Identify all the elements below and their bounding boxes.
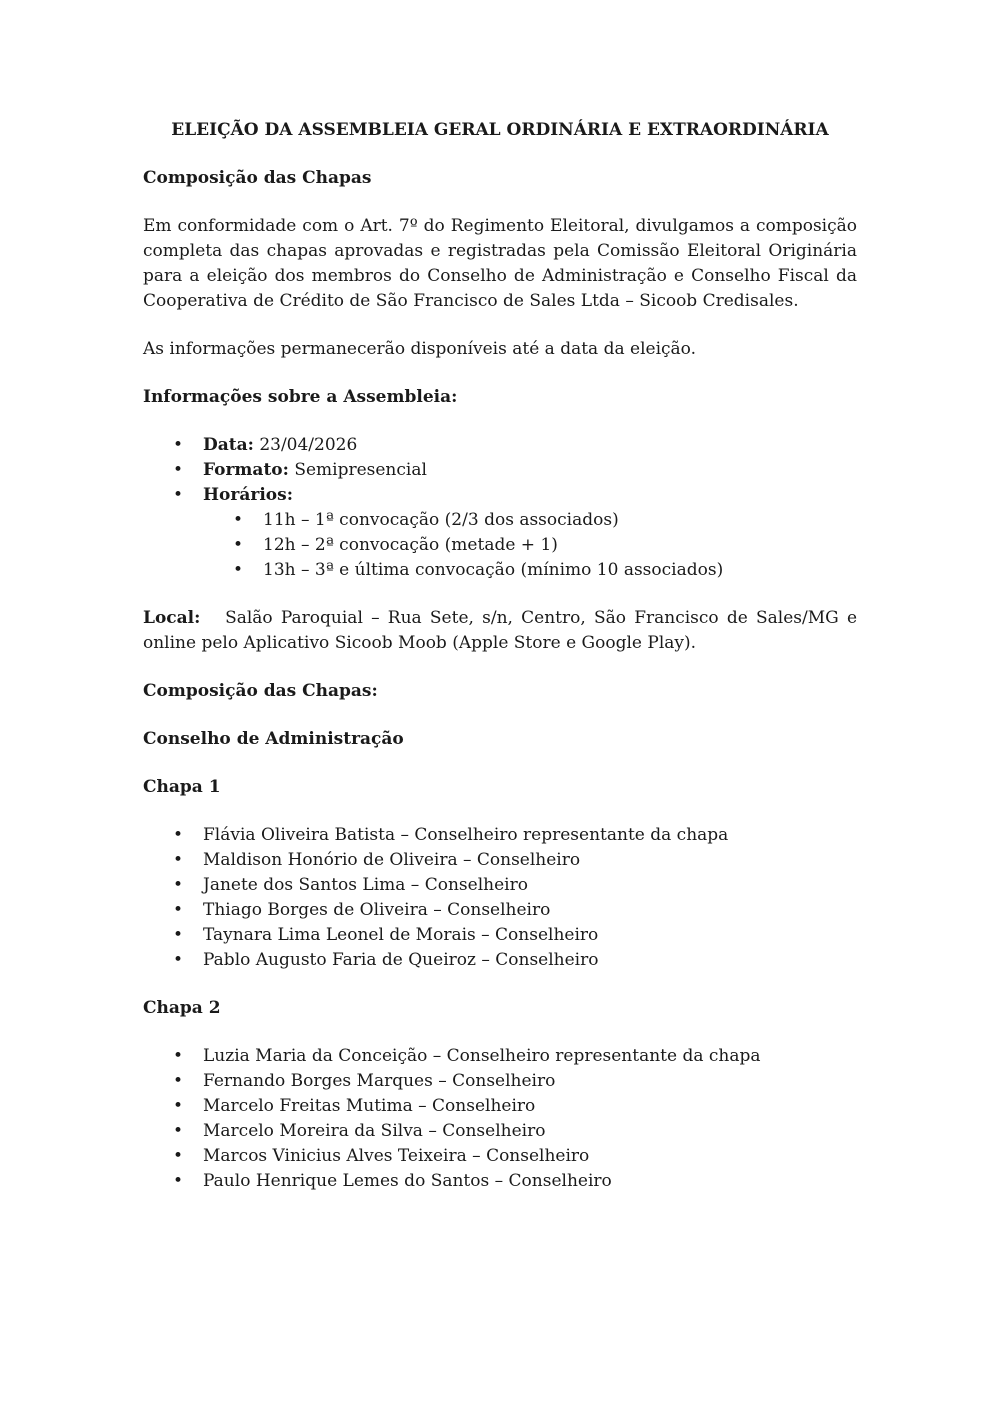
list-item: • Janete dos Santos Lima – Conselheiro [143,873,857,898]
location-label: Local: [143,608,201,628]
list-item: • Flávia Oliveira Batista – Conselheiro representante da chapa [143,823,857,848]
assembly-heading: Informações sobre a Assembleia: [143,387,458,407]
date-label: Data: [203,435,254,455]
format-label: Formato: [203,460,289,480]
location-value: Salão Paroquial – Rua Sete, s/n, Centro, São Francisco de Sales/MG e online pelo Aplicativo Sicoob Moob (Apple Store e Google Play). [143,608,858,653]
date-value: 23/04/2026 [259,435,358,455]
list-item: • Fernando Borges Marques – Conselheiro [143,1069,857,1094]
chapa-1-members [143,823,857,973]
document-title: ELEIÇÃO DA ASSEMBLEIA GERAL ORDINÁRIA E EXTRAORDINÁRIA [171,120,829,140]
schedule-label: Horários: [203,485,293,505]
composition-heading: Composição das Chapas: [143,681,378,701]
list-item: • Marcelo Freitas Mutima – Conselheiro [143,1094,857,1119]
list-item [143,458,857,483]
list-item: • Marcelo Moreira da Silva – Conselheiro [143,1119,857,1144]
list-item: • Luzia Maria da Conceição – Conselheiro representante da chapa [143,1044,857,1069]
list-item: • Paulo Henrique Lemes do Santos – Conselheiro [143,1169,857,1194]
list-item [143,483,857,583]
list-item: • Marcos Vinicius Alves Teixeira – Conselheiro [143,1144,857,1169]
assembly-info-list [143,433,857,583]
list-item: • Thiago Borges de Oliveira – Conselheiro [143,898,857,923]
schedule-item: • 13h – 3ª e última convocação (mínimo 10 associados) [203,558,857,583]
intro-heading: Composição das Chapas [143,168,372,188]
council-heading: Conselho de Administração [143,729,404,749]
list-item [143,433,857,458]
format-value: Semipresencial [294,460,427,480]
chapa-2-heading: Chapa 2 [143,998,221,1018]
list-item: • Maldison Honório de Oliveira – Conselheiro [143,848,857,873]
chapa-2-members [143,1044,857,1194]
list-item: • Pablo Augusto Faria de Queiroz – Conselheiro [143,948,857,973]
document-page [143,118,857,1217]
availability-note: As informações permanecerão disponíveis até a data da eleição. [143,339,697,359]
schedule-list [203,508,857,583]
schedule-item: • 11h – 1ª convocação (2/3 dos associados) [203,508,857,533]
intro-paragraph: Em conformidade com o Art. 7º do Regimento Eleitoral, divulgamos a composição completa das chapas aprovadas e registradas pela Comissão Eleitoral Originária para a eleição dos membros do Conselho de Administração e Conselho Fiscal da Cooperativa de Crédito de São Francisco de Sales Ltda – Sicoob Credisales. [143,216,857,311]
schedule-item: • 12h – 2ª convocação (metade + 1) [203,533,857,558]
list-item: • Taynara Lima Leonel de Morais – Conselheiro [143,923,857,948]
chapa-1-heading: Chapa 1 [143,777,221,797]
location-paragraph [143,606,857,656]
